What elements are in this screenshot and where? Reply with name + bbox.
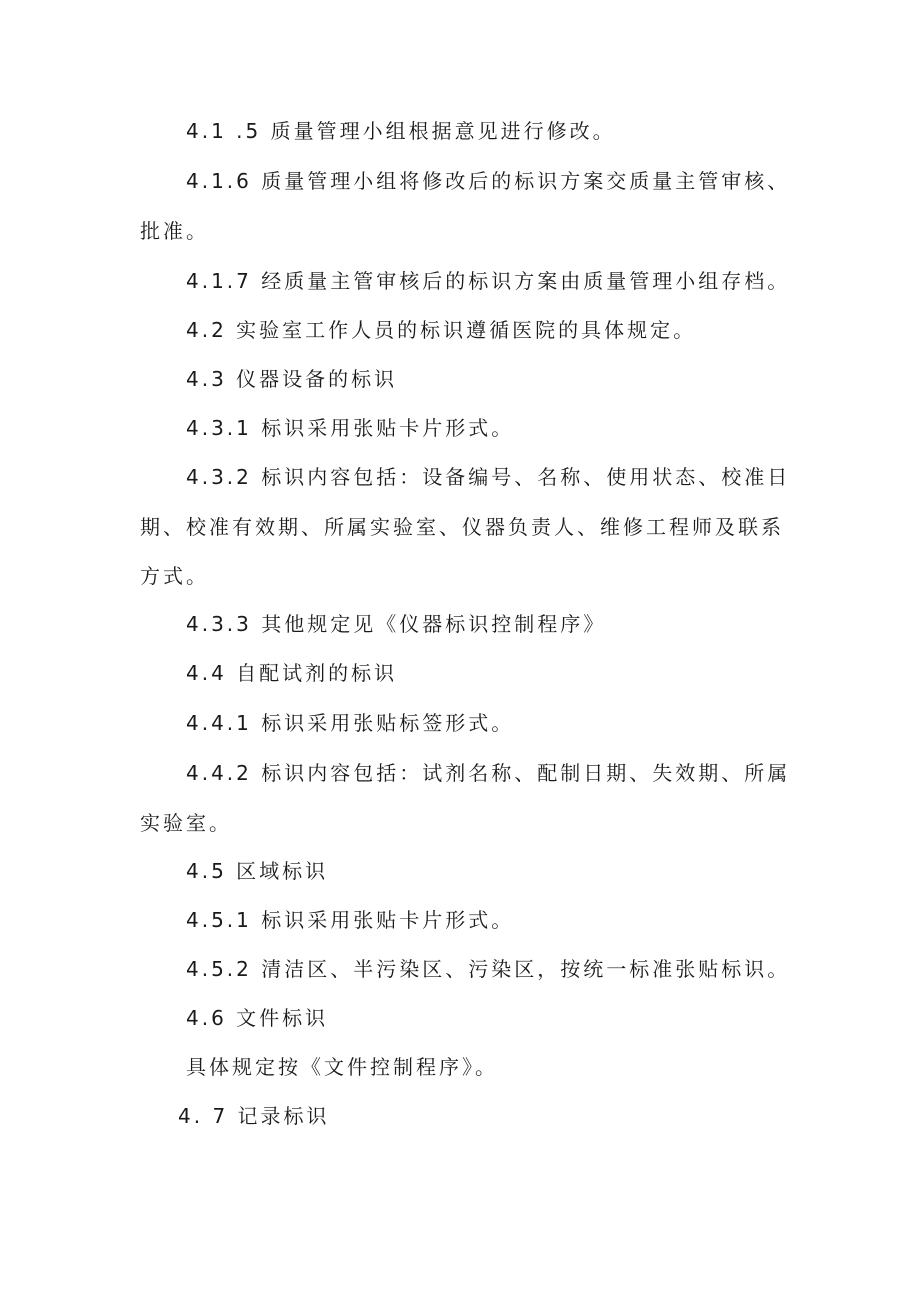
clause-4-3-1: 4.3.1 标识采用张贴卡片形式。 <box>186 416 515 440</box>
heading-4-4: 4.4 自配试剂的标识 <box>186 661 398 685</box>
clause-4-5-2: 4.5.2 清洁区、半污染区、污染区，按统一标准张贴标识。 <box>186 957 791 981</box>
clause-4-4-1: 4.4.1 标识采用张贴标签形式。 <box>186 711 515 735</box>
clause-4-3-2-cont1: 期、校准有效期、所属实验室、仪器负责人、维修工程师及联系 <box>140 515 784 539</box>
clause-4-4-2-cont: 实验室。 <box>140 811 232 835</box>
clause-4-1-7: 4.1.7 经质量主管审核后的标识方案由质量管理小组存档。 <box>186 269 791 293</box>
clause-4-3-2: 4.3.2 标识内容包括：设备编号、名称、使用状态、校准日 <box>186 465 791 489</box>
heading-4-3: 4.3 仪器设备的标识 <box>186 367 398 391</box>
clause-4-3-3: 4.3.3 其他规定见《仪器标识控制程序》 <box>186 612 607 636</box>
clause-4-5-1: 4.5.1 标识采用张贴卡片形式。 <box>186 908 515 932</box>
heading-4-7: 4. 7 记录标识 <box>178 1104 330 1128</box>
clause-4-1-6-cont: 批准。 <box>140 219 209 243</box>
heading-4-6: 4.6 文件标识 <box>186 1006 329 1030</box>
clause-4-2: 4.2 实验室工作人员的标识遵循医院的具体规定。 <box>186 318 697 342</box>
clause-4-4-2: 4.4.2 标识内容包括：试剂名称、配制日期、失效期、所属 <box>186 761 791 785</box>
clause-4-1-5: 4.1 .5 质量管理小组根据意见进行修改。 <box>186 119 616 143</box>
clause-4-3-2-cont2: 方式。 <box>140 564 209 588</box>
clause-4-6-detail: 具体规定按《文件控制程序》。 <box>186 1055 498 1079</box>
clause-4-1-6: 4.1.6 质量管理小组将修改后的标识方案交质量主管审核、 <box>186 169 791 193</box>
heading-4-5: 4.5 区域标识 <box>186 859 329 883</box>
